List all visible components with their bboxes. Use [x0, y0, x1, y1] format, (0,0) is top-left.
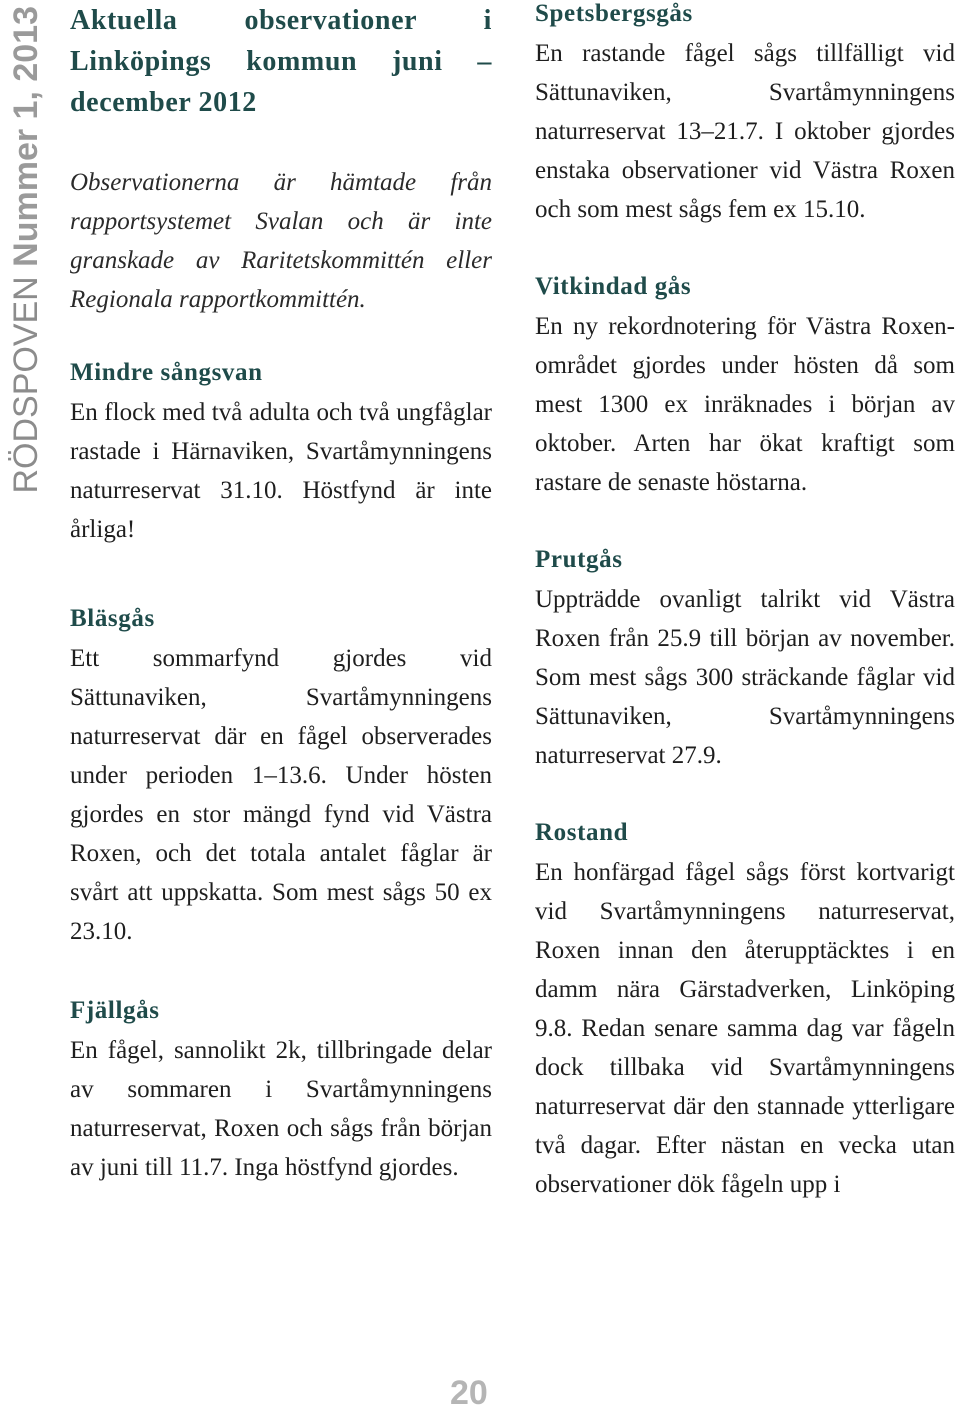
- article-intro: Observationerna är hämtade från rapportsystemet Svalan och är inte granskade av Raritetskommittén eller Regionala rapportkommittén.: [70, 169, 492, 313]
- species-heading: Prutgås: [535, 546, 623, 573]
- species-heading: Fjällgås: [70, 997, 160, 1024]
- left-column: [70, 0, 492, 1187]
- article-title: Aktuella observationer i Linköpings kommun juni – december 2012: [70, 5, 492, 118]
- issue-label: Nummer 1, 2013: [7, 6, 45, 267]
- species-section-blasgas: [70, 599, 492, 951]
- species-section-prutgas: [535, 540, 955, 775]
- species-section-fjallgas: [70, 991, 492, 1187]
- species-section-vitkindad-gas: [535, 267, 955, 502]
- running-header-text: [6, 6, 46, 494]
- right-column: [535, 0, 955, 1204]
- species-text: En flock med två adulta och två ungfåglar rastade i Härnaviken, Svartåmynningens naturreservat 31.10. Höstfynd är inte årliga!: [70, 399, 492, 543]
- species-heading: Bläsgås: [70, 605, 155, 632]
- running-header: [4, 0, 48, 494]
- species-text: En rastande fågel sågs tillfälligt vid Sättunaviken, Svartåmynningens naturreservat 13–21.7. I oktober gjordes enstaka observationer vid Västra Roxen och som mest sågs fem ex 15.10.: [535, 40, 955, 223]
- species-text: Uppträdde ovanligt talrikt vid Västra Roxen från 25.9 till början av november. Som mest sågs 300 sträckande fåglar vid Sättunaviken, Svartåmynningens naturreservat 27.9.: [535, 586, 955, 769]
- species-heading: Rostand: [535, 819, 629, 846]
- species-section-rostand: [535, 813, 955, 1204]
- species-heading: Spetsbergsgås: [535, 0, 693, 27]
- species-text: En fågel, sannolikt 2k, tillbringade delar av sommaren i Svartåmynningens naturreservat, Roxen och sågs från början av juni till 11.7. Inga höstfynd gjordes.: [70, 1037, 492, 1181]
- species-heading: Mindre sångsvan: [70, 359, 263, 386]
- page-number: 20: [450, 1374, 488, 1412]
- species-text: Ett sommarfynd gjordes vid Sättunaviken, Svartåmynningens naturreservat där en fågel observerades under perioden 1–13.6. Under hösten gjordes en stor mängd fynd vid Västra Roxen, och det totala antalet fåglar är svårt att uppskatta. Som mest sågs 50 ex 23.10.: [70, 645, 492, 945]
- magazine-name: RÖDSPOVEN: [7, 276, 45, 494]
- species-section-mindre-sangsvan: [70, 353, 492, 549]
- species-text: En ny rekordnotering för Västra Roxen-området gjordes under hösten då som mest 1300 ex inräknades i början av oktober. Arten har ökat kraftigt som rastare de senaste höstarna.: [535, 313, 955, 496]
- species-heading: Vitkindad gås: [535, 273, 692, 300]
- species-section-spetsbergsgas: [535, 0, 955, 229]
- species-text: En honfärgad fågel sågs först kortvarigt vid Svartåmynningens naturreservat, Roxen innan den återupptäcktes i en damm nära Gärstadverken, Linköping 9.8. Redan senare samma dag var fågeln dock tillbaka vid Svartåmynningens naturreservat där den stannade ytterligare två dagar. Efter nästan en vecka utan observationer dök fågeln upp i: [535, 859, 955, 1198]
